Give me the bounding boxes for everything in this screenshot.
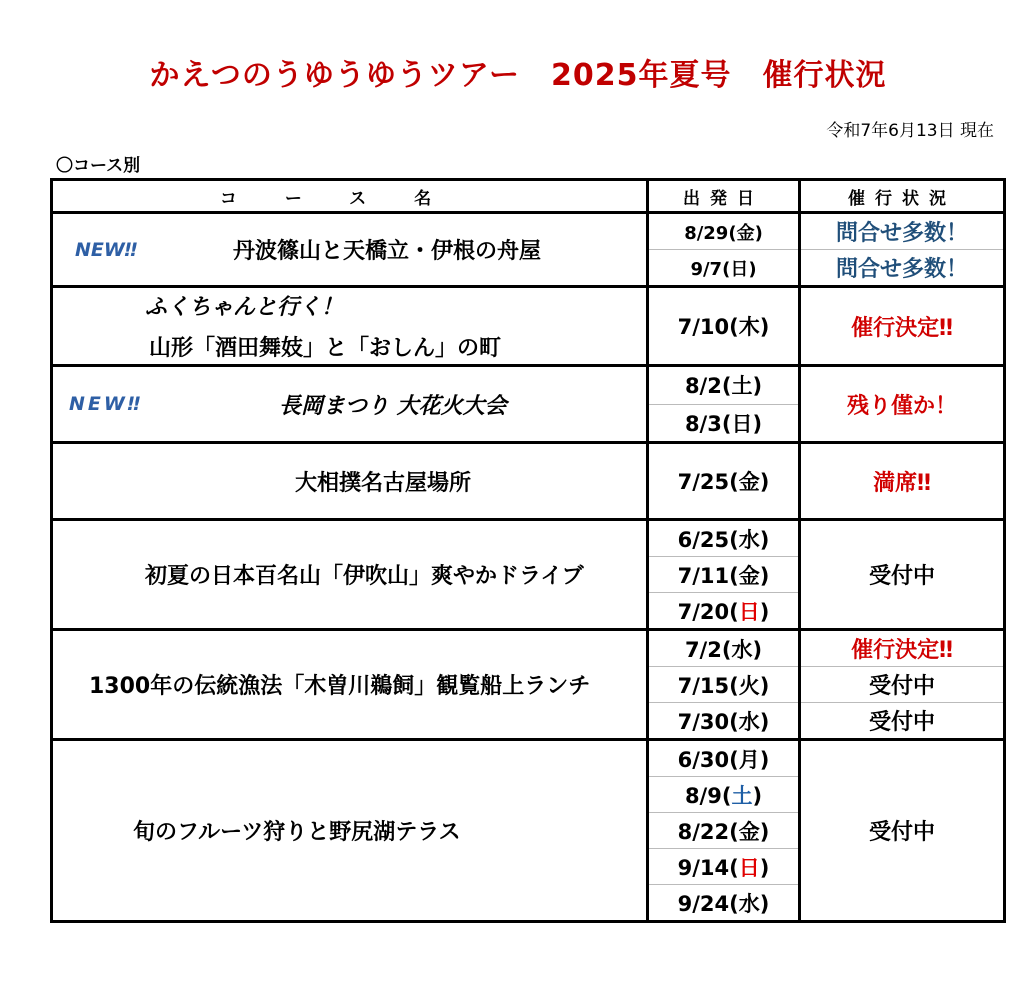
new-badge: NEW‼ [69,393,143,415]
departure-date: 7/30(水) [648,703,800,740]
course-name: 旬のフルーツ狩りと野尻湖テラス [133,820,461,845]
table-row [52,443,1005,520]
table-row [52,630,1005,667]
departure-date: 7/20(日) [648,593,800,630]
status-text: 催行決定‼ [800,630,1005,667]
table-row [52,520,1005,557]
departure-date: 6/30(月) [648,740,800,777]
departure-date: 9/14(日) [648,849,800,885]
status-text: 受付中 [800,740,1005,922]
status-text: 催行決定‼ [800,287,1005,366]
page-title: かえつのうゆうゆうツアー 2025年夏号 催行状況 [149,58,887,93]
as-of-date: 令和7年6月13日 現在 [826,121,994,141]
course-cell [52,213,648,287]
departure-date: 8/22(金) [648,813,800,849]
course-name: 長岡まつり 大花火大会 [279,393,507,419]
table-row [52,213,1005,250]
status-text: 残り僅か！ [800,366,1005,443]
departure-date: 8/9(土) [648,777,800,813]
table-row [52,287,1005,366]
status-text: 受付中 [800,667,1005,703]
header-course: コース名 [52,180,648,213]
status-text: 受付中 [800,703,1005,740]
status-text: 受付中 [800,520,1005,630]
course-cell [52,630,648,740]
departure-date: 6/25(水) [648,520,800,557]
saturday-dow: 土 [731,783,753,808]
course-cell [52,443,648,520]
departure-date: 8/29(金) [648,213,800,250]
section-label: 〇コース別 [56,156,141,176]
departure-date: 7/2(水) [648,630,800,667]
departure-date: 7/10(木) [648,287,800,366]
departure-date: 9/7(日) [648,250,800,287]
departure-date: 7/15(火) [648,667,800,703]
course-cell [52,366,648,443]
course-cell [52,520,648,630]
departure-date: 9/24(水) [648,885,800,922]
status-text: 問合せ多数！ [800,250,1005,287]
course-name: 丹波篠山と天橋立・伊根の舟屋 [233,239,542,264]
tour-status-table [50,178,1006,923]
header-status: 催行状況 [800,180,1005,213]
new-badge: NEW‼ [75,238,137,261]
sunday-dow: 日 [738,599,760,624]
table-row [52,740,1005,777]
sunday-dow: 日 [738,855,760,880]
status-text: 満席‼ [800,443,1005,520]
course-name: 初夏の日本百名山「伊吹山」爽やかドライブ [145,564,584,589]
course-name: 大相撲名古屋場所 [295,470,472,496]
course-name-line1: ふくちゃんと行く！ [145,295,344,320]
status-text: 問合せ多数！ [800,213,1005,250]
table-row [52,366,1005,405]
course-name-line2: 山形「酒田舞妓」と「おしん」の町 [149,336,502,361]
departure-date: 8/2(土) [648,366,800,405]
departure-date: 7/11(金) [648,557,800,593]
table-header-row [52,180,1005,213]
departure-date: 7/25(金) [648,443,800,520]
course-name: 1300年の伝統漁法「木曽川鵜飼」観覧船上ランチ [89,674,591,699]
course-cell [52,287,648,366]
course-cell [52,740,648,922]
departure-date: 8/3(日) [648,404,800,443]
header-date: 出発日 [648,180,800,213]
